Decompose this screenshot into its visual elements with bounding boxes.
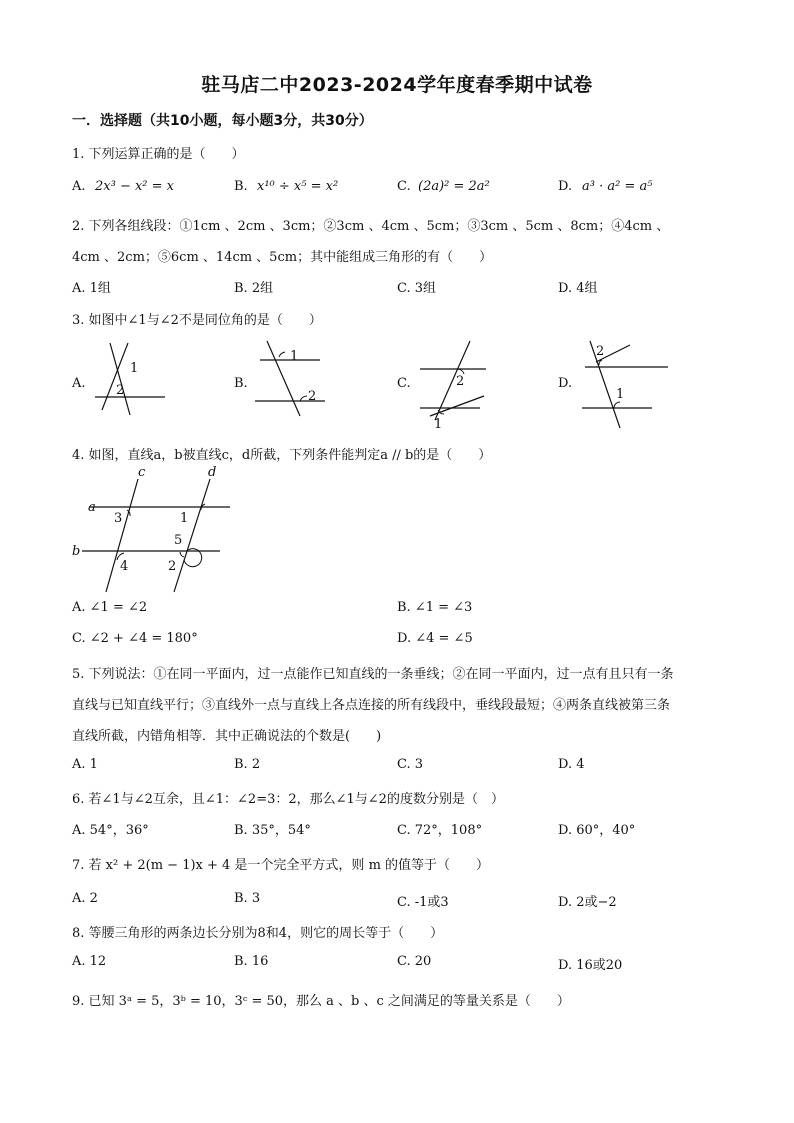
q5-option-d: D. 4 (558, 757, 585, 772)
q3-figure-d (580, 338, 670, 430)
q3-figure-a (90, 340, 170, 420)
q1-option-c: (2a)² = 2a² (418, 179, 490, 194)
question-8-stem: 8. 等腰三角形的两条边长分别为8和4，则它的周长等于（ ） (72, 926, 444, 941)
q3-option-b-label: B. (234, 376, 248, 391)
q6-option-b: B. 35°，54° (234, 823, 311, 838)
q3-d-label-2: 2 (596, 344, 605, 359)
q3-option-d-label: D. (558, 376, 573, 391)
q4-label-d: d (208, 465, 217, 480)
q4-option-a: A. ∠1 = ∠2 (72, 600, 148, 615)
q3-figure-b (252, 338, 332, 418)
q3-figure-c (418, 338, 498, 430)
q4-option-b: B. ∠1 = ∠3 (397, 600, 473, 615)
question-3-stem: 3. 如图中∠1与∠2不是同位角的是（ ） (72, 313, 322, 328)
q4-label-c: c (138, 465, 146, 480)
q6-option-c: C. 72°，108° (397, 823, 483, 838)
q6-option-a: A. 54°，36° (72, 823, 149, 838)
q1-option-a-label: A. (72, 179, 86, 194)
q2-option-b: B. 2组 (234, 281, 274, 296)
q2-option-c: C. 3组 (397, 281, 437, 296)
q1-option-d: a³ · a² = a⁵ (582, 179, 653, 194)
question-5-line1: 5. 下列说法：①在同一平面内，过一点能作已知直线的一条垂线；②在同一平面内，过一点有且只有一条 (72, 667, 674, 682)
question-4-stem: 4. 如图，直线a，b被直线c，d所截，下列条件能判定a // b的是（ ） (72, 448, 492, 463)
question-9-stem: 9. 已知 3ᵃ = 5，3ᵇ = 10，3ᶜ = 50，那么 a 、b 、c 之间满足的等量关系是（ ） (72, 994, 570, 1009)
q4-label-5: 5 (174, 533, 183, 548)
q4-label-1: 1 (180, 511, 189, 526)
question-7-stem: 7. 若 x² + 2(m − 1)x + 4 是一个完全平方式，则 m 的值等于（ ） (72, 858, 490, 873)
q4-label-4: 4 (120, 559, 129, 574)
q1-option-b: x¹⁰ ÷ x⁵ = x² (257, 179, 339, 194)
q2-option-d: D. 4组 (558, 281, 598, 296)
q4-label-b: b (72, 544, 81, 559)
q3-a-label-2: 2 (116, 383, 125, 398)
q4-figure (70, 464, 240, 594)
q3-a-label-1: 1 (130, 361, 139, 376)
q8-option-a: A. 12 (72, 954, 107, 969)
q3-option-c-label: C. (397, 376, 411, 391)
question-5-line2: 直线与已知直线平行；③直线外一点与直线上各点连接的所有线段中，垂线段最短；④两条直线被第三条 (72, 698, 671, 713)
q8-option-b: B. 16 (234, 954, 269, 969)
q3-c-label-2: 2 (456, 374, 465, 389)
q1-option-c-label: C. (397, 179, 411, 194)
q4-label-2: 2 (168, 559, 177, 574)
q8-option-d: D. 16或20 (558, 958, 623, 973)
question-6-stem: 6. 若∠1与∠2互余，且∠1：∠2=3：2，那么∠1与∠2的度数分别是（ ） (72, 792, 504, 807)
q3-option-a-label: A. (72, 376, 86, 391)
q8-option-c: C. 20 (397, 954, 432, 969)
q1-option-d-label: D. (558, 179, 573, 194)
q6-option-d: D. 60°，40° (558, 823, 636, 838)
page-title: 驻马店二中2023-2024学年度春季期中试卷 (201, 74, 593, 96)
q1-option-a: 2x³ − x² = x (95, 179, 175, 194)
q1-option-b-label: B. (234, 179, 248, 194)
question-2-stem-line1: 2. 下列各组线段：①1cm 、2cm 、3cm；②3cm 、4cm 、5cm；③3cm 、5cm 、8cm；④4cm 、 (72, 219, 670, 234)
q2-option-a: A. 1组 (72, 281, 111, 296)
q4-option-c: C. ∠2 + ∠4 = 180° (72, 631, 198, 646)
q3-d-label-1: 1 (616, 387, 625, 402)
q7-option-d: D. 2或−2 (558, 895, 617, 910)
q4-label-a: a (88, 500, 96, 515)
question-1-stem: 1. 下列运算正确的是（ ） (72, 147, 245, 162)
q7-option-b: B. 3 (234, 891, 261, 906)
q5-option-b: B. 2 (234, 757, 261, 772)
q3-b-label-2: 2 (308, 389, 317, 404)
q7-option-c: C. -1或3 (397, 895, 449, 910)
q5-option-a: A. 1 (72, 757, 98, 772)
q5-option-c: C. 3 (397, 757, 424, 772)
section-heading: 一．选择题（共10小题，每小题3分，共30分） (72, 113, 373, 129)
question-5-line3: 直线所截，内错角相等．其中正确说法的个数是( ) (72, 729, 382, 744)
q3-b-label-1: 1 (290, 349, 299, 364)
q7-option-a: A. 2 (72, 891, 98, 906)
question-2-stem-line2: 4cm 、2cm；⑤6cm 、14cm 、5cm；其中能组成三角形的有（ ） (72, 250, 493, 265)
q4-label-3: 3 (114, 511, 123, 526)
q4-option-d: D. ∠4 = ∠5 (397, 631, 473, 646)
q3-c-label-1: 1 (434, 417, 443, 432)
